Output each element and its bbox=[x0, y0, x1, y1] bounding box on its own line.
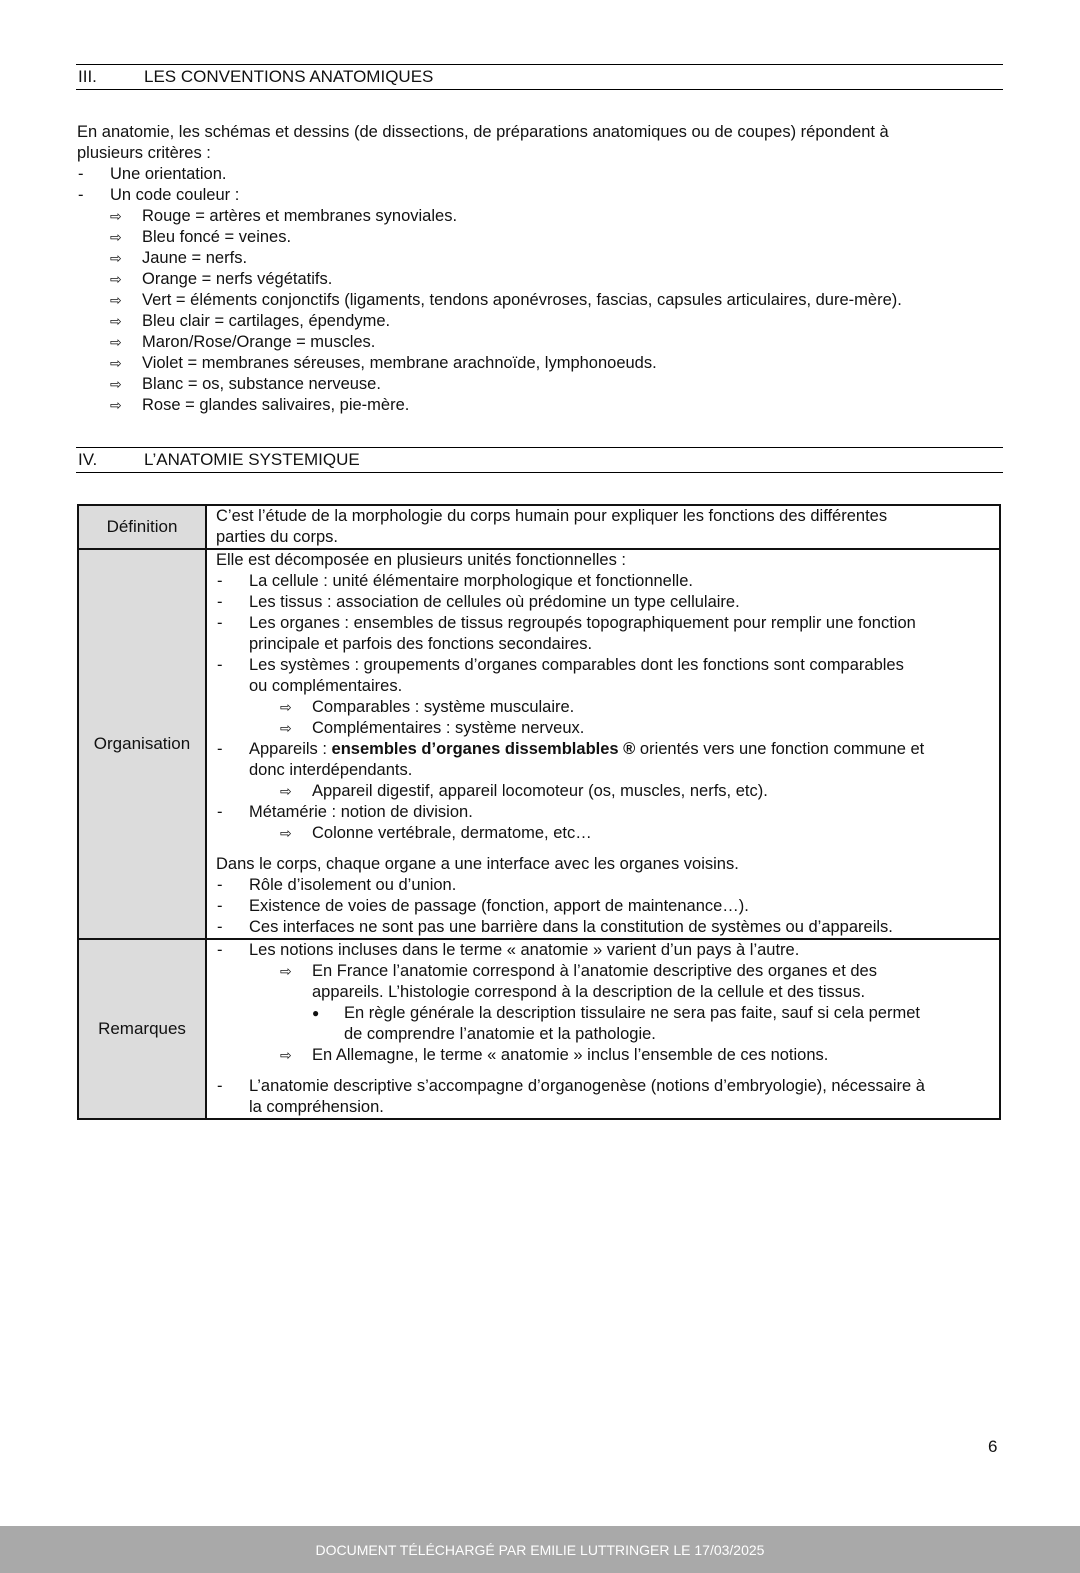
dash-bullet: - bbox=[217, 918, 223, 936]
arrow-icon: ⇨ bbox=[110, 334, 122, 350]
dash-bullet: - bbox=[217, 803, 223, 821]
item-regle: En règle générale la description tissulaire ne sera pas faite, sauf si cela permet bbox=[344, 1004, 920, 1022]
color-item bbox=[77, 206, 902, 227]
item-appareils: Appareils : ensembles d’organes dissemblables ® orientés vers une fonction commune et bbox=[249, 740, 925, 758]
item-organes-cont: principale et parfois des fonctions secondaires. bbox=[249, 635, 593, 653]
dash-bullet: - bbox=[217, 897, 223, 915]
label-remarques: Remarques bbox=[78, 939, 206, 1119]
color-text: Violet = membranes séreuses, membrane arachnoïde, lymphonoeuds. bbox=[142, 354, 657, 372]
arrow-icon: ⇨ bbox=[280, 720, 292, 736]
dash-bullet: - bbox=[217, 614, 223, 632]
item-appareils-cont: donc interdépendants. bbox=[249, 761, 413, 779]
label-organisation: Organisation bbox=[78, 549, 206, 939]
arrow-icon: ⇨ bbox=[110, 292, 122, 308]
intro-line: En anatomie, les schémas et dessins (de dissections, de préparations anatomiques ou de coupes) répondent à bbox=[77, 123, 889, 141]
item-barriere: Ces interfaces ne sont pas une barrière dans la constitution de systèmes ou d’appareils. bbox=[249, 918, 893, 936]
arrow-icon: ⇨ bbox=[110, 355, 122, 371]
arrow-icon: ⇨ bbox=[280, 699, 292, 715]
table-row-remarques bbox=[78, 939, 1000, 1119]
list-item bbox=[77, 185, 902, 206]
item-france-cont: appareils. L’histologie correspond à la description de la cellule et des tissus. bbox=[312, 983, 866, 1001]
download-footer bbox=[0, 1526, 1080, 1573]
color-item bbox=[77, 290, 902, 311]
color-item bbox=[77, 227, 902, 248]
item-systemes-cont: ou complémentaires. bbox=[249, 677, 403, 695]
item-regle-cont: de comprendre l’anatomie et la pathologie. bbox=[344, 1025, 656, 1043]
criterion-orientation: Une orientation. bbox=[110, 165, 227, 183]
item-metamerie: Métamérie : notion de division. bbox=[249, 803, 473, 821]
anatomy-table bbox=[77, 504, 1001, 1120]
arrow-icon: ⇨ bbox=[110, 313, 122, 329]
color-text: Bleu clair = cartilages, épendyme. bbox=[142, 312, 391, 330]
color-text: Maron/Rose/Orange = muscles. bbox=[142, 333, 376, 351]
dash-bullet: - bbox=[217, 876, 223, 894]
criterion-color-code: Un code couleur : bbox=[110, 186, 240, 204]
color-item bbox=[77, 311, 902, 332]
section-4-heading bbox=[76, 447, 1003, 473]
cell-remarques bbox=[206, 939, 1000, 1119]
item-tissus: Les tissus : association de cellules où prédomine un type cellulaire. bbox=[249, 593, 740, 611]
dash-bullet: - bbox=[78, 165, 84, 183]
color-item bbox=[77, 374, 902, 395]
item-notions: Les notions incluses dans le terme « anatomie » varient d’un pays à l’autre. bbox=[249, 941, 800, 959]
definition-line: parties du corps. bbox=[216, 528, 338, 546]
item-comparables: Comparables : système musculaire. bbox=[312, 698, 575, 716]
color-item bbox=[77, 248, 902, 269]
item-appareils-example: Appareil digestif, appareil locomoteur (os, muscles, nerfs, etc). bbox=[312, 782, 768, 800]
dash-bullet: - bbox=[217, 572, 223, 590]
list-item bbox=[77, 164, 902, 185]
section-4-title: L’ANATOMIE SYSTEMIQUE bbox=[144, 450, 360, 469]
item-allemagne: En Allemagne, le terme « anatomie » inclus l’ensemble de ces notions. bbox=[312, 1046, 829, 1064]
color-text: Jaune = nerfs. bbox=[142, 249, 248, 267]
arrow-icon: ⇨ bbox=[110, 250, 122, 266]
arrow-icon: ⇨ bbox=[110, 208, 122, 224]
color-text: Orange = nerfs végétatifs. bbox=[142, 270, 333, 288]
dash-bullet: - bbox=[217, 1077, 223, 1095]
label-definition: Définition bbox=[78, 505, 206, 549]
section-3-title: LES CONVENTIONS ANATOMIQUES bbox=[144, 67, 434, 86]
dash-bullet: - bbox=[217, 593, 223, 611]
color-item bbox=[77, 332, 902, 353]
item-systemes: Les systèmes : groupements d’organes comparables dont les fonctions sont comparables bbox=[249, 656, 904, 674]
item-role: Rôle d’isolement ou d’union. bbox=[249, 876, 457, 894]
cell-definition bbox=[206, 505, 1000, 549]
dash-bullet: - bbox=[78, 186, 84, 204]
item-cellule: La cellule : unité élémentaire morphologique et fonctionnelle. bbox=[249, 572, 693, 590]
item-france: En France l’anatomie correspond à l’anatomie descriptive des organes et des bbox=[312, 962, 877, 980]
arrow-icon: ⇨ bbox=[110, 397, 122, 413]
item-descriptive-cont: la compréhension. bbox=[249, 1098, 384, 1116]
arrow-icon: ⇨ bbox=[280, 1047, 292, 1063]
section-3-number: III. bbox=[78, 67, 97, 86]
cell-organisation bbox=[206, 549, 1000, 939]
organisation-intro: Elle est décomposée en plusieurs unités fonctionnelles : bbox=[216, 551, 626, 569]
color-text: Blanc = os, substance nerveuse. bbox=[142, 375, 381, 393]
item-organes: Les organes : ensembles de tissus regroupés topographiquement pour remplir une fonction bbox=[249, 614, 916, 632]
dash-bullet: - bbox=[217, 941, 223, 959]
item-voies: Existence de voies de passage (fonction, apport de maintenance…). bbox=[249, 897, 749, 915]
arrow-icon: ⇨ bbox=[110, 229, 122, 245]
section-3-heading bbox=[76, 64, 1003, 90]
section-3-body bbox=[77, 122, 902, 416]
dash-bullet: - bbox=[217, 656, 223, 674]
item-complementaires: Complémentaires : système nerveux. bbox=[312, 719, 585, 737]
color-item bbox=[77, 353, 902, 374]
arrow-icon: ⇨ bbox=[280, 783, 292, 799]
definition-line: C’est l’étude de la morphologie du corps humain pour expliquer les fonctions des différentes bbox=[216, 507, 888, 525]
intro-line: plusieurs critères : bbox=[77, 144, 211, 162]
color-text: Rouge = artères et membranes synoviales. bbox=[142, 207, 458, 225]
section-4-number: IV. bbox=[78, 450, 98, 469]
dash-bullet: - bbox=[217, 740, 223, 758]
arrow-icon: ⇨ bbox=[280, 963, 292, 979]
page-number: 6 bbox=[988, 1437, 998, 1456]
arrow-icon: ⇨ bbox=[110, 376, 122, 392]
item-descriptive: L’anatomie descriptive s’accompagne d’organogenèse (notions d’embryologie), nécessaire à bbox=[249, 1077, 925, 1095]
color-text: Bleu foncé = veines. bbox=[142, 228, 292, 246]
bullet-icon: ● bbox=[312, 1006, 320, 1020]
table-row-definition bbox=[78, 505, 1000, 549]
interface-intro: Dans le corps, chaque organe a une interface avec les organes voisins. bbox=[216, 855, 739, 873]
color-item bbox=[77, 269, 902, 290]
arrow-icon: ⇨ bbox=[280, 825, 292, 841]
appareils-bold: ensembles d’organes dissemblables ® bbox=[331, 740, 636, 758]
color-item bbox=[77, 395, 902, 416]
arrow-icon: ⇨ bbox=[110, 271, 122, 287]
item-metamerie-example: Colonne vertébrale, dermatome, etc… bbox=[312, 824, 592, 842]
table-row-organisation bbox=[78, 549, 1000, 939]
footer-text: DOCUMENT TÉLÉCHARGÉ PAR EMILIE LUTTRINGER LE 17/03/2025 bbox=[315, 1541, 765, 1558]
color-text: Vert = éléments conjonctifs (ligaments, tendons aponévroses, fascias, capsules articulaires, dure-mère). bbox=[142, 291, 902, 309]
color-text: Rose = glandes salivaires, pie-mère. bbox=[142, 396, 410, 414]
